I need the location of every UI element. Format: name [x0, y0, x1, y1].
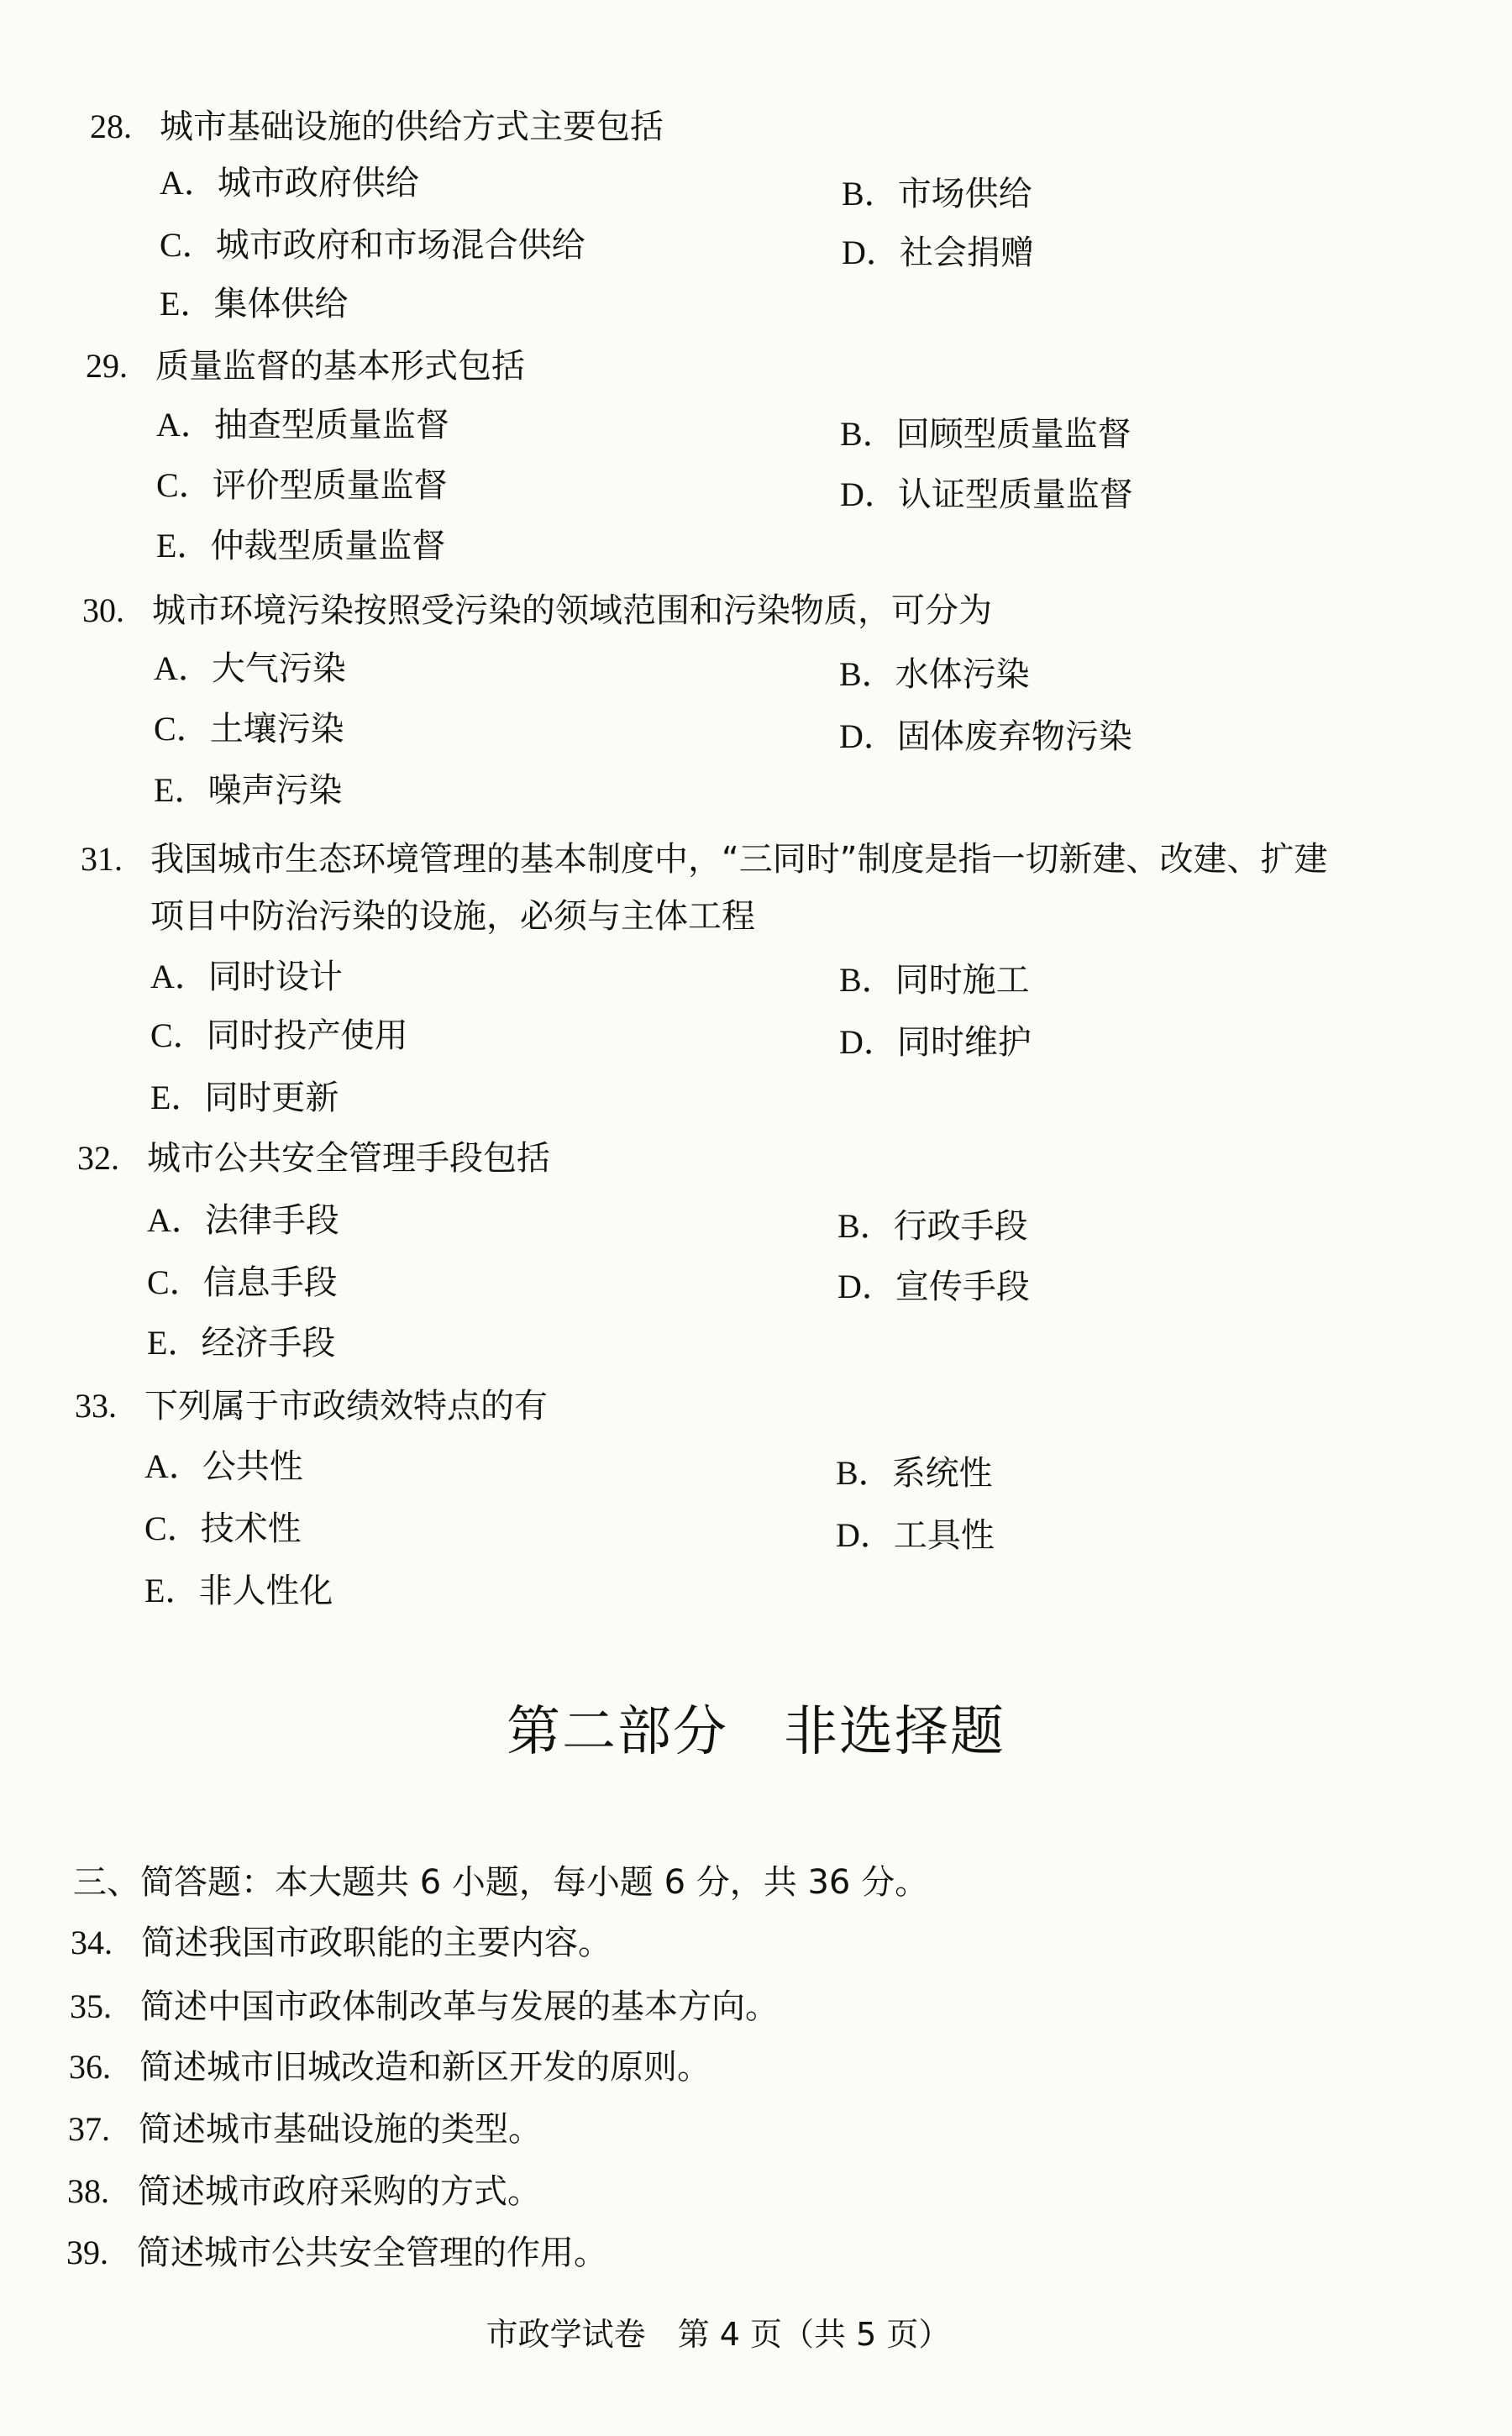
short-answer-number: 39.: [66, 2234, 108, 2271]
option-text: 同时维护: [896, 1023, 1032, 1062]
option-c: [154, 711, 344, 748]
option-e: [160, 286, 348, 323]
option-text: 宣传手段: [895, 1268, 1030, 1306]
option-c: [156, 467, 448, 504]
option-letter: B．: [840, 415, 896, 453]
option-e: [147, 1325, 335, 1362]
short-answer-text: 简述中国市政体制改革与发展的基本方向。: [140, 1987, 779, 2026]
option-text: 认证型质量监督: [897, 475, 1133, 514]
option-text: 系统性: [891, 1454, 993, 1493]
option-text: 经济手段: [201, 1324, 336, 1362]
option-e: [144, 1572, 333, 1609]
option-letter: C．: [156, 466, 213, 504]
short-answer-text: 简述城市旧城改造和新区开发的原则。: [139, 2048, 711, 2087]
short-answer-text: 简述城市公共安全管理的作用。: [137, 2234, 607, 2272]
short-answer-text: 简述城市政府采购的方式。: [138, 2172, 541, 2211]
section3-title: 三、简答题：本大题共 6 小题，每小题 6 分，共 36 分。: [73, 1863, 929, 1902]
option-text: 城市政府供给: [217, 164, 419, 202]
option-letter: B．: [836, 1454, 892, 1492]
option-letter: E．: [147, 1324, 202, 1362]
option-letter: A．: [144, 1447, 202, 1485]
option-e: [156, 528, 445, 564]
question-text: 城市公共安全管理手段包括: [147, 1139, 550, 1178]
option-b: [840, 416, 1131, 453]
option-letter: E．: [154, 771, 208, 809]
option-b: [842, 176, 1032, 213]
option-letter: D．: [837, 1268, 895, 1305]
option-text: 回顾型质量监督: [895, 415, 1131, 454]
option-text: 法律手段: [204, 1201, 339, 1240]
option-text: 噪声污染: [207, 771, 343, 810]
option-b: [839, 962, 1030, 999]
option-text: 大气污染: [211, 649, 346, 688]
option-letter: C．: [144, 1509, 201, 1547]
option-letter: C．: [147, 1263, 203, 1301]
option-text: 非人性化: [198, 1572, 333, 1610]
option-letter: A．: [154, 649, 212, 687]
option-text: 评价型质量监督: [212, 466, 448, 505]
option-letter: C．: [160, 226, 216, 264]
option-letter: D．: [840, 475, 898, 513]
option-letter: E．: [144, 1572, 199, 1609]
option-b: [836, 1455, 993, 1492]
option-text: 集体供给: [213, 285, 349, 323]
option-text: 同时更新: [204, 1079, 339, 1117]
option-c: [160, 227, 585, 264]
option-a: [156, 407, 449, 444]
option-a: [160, 165, 419, 202]
question-text: 质量监督的基本形式包括: [155, 347, 525, 386]
part2-heading: 第二部分 非选择题: [507, 1701, 1005, 1763]
option-e: [150, 1079, 339, 1116]
short-answer-number: 36.: [69, 2048, 111, 2086]
option-letter: B．: [842, 175, 898, 213]
question-text: 城市基础设施的供给方式主要包括: [160, 108, 664, 146]
option-a: [154, 650, 346, 687]
option-text: 抽查型质量监督: [213, 406, 449, 444]
option-text: 工具性: [893, 1516, 995, 1555]
option-c: [144, 1510, 302, 1547]
short-answer-number: 38.: [67, 2172, 109, 2210]
option-letter: E．: [150, 1079, 205, 1116]
option-a: [147, 1202, 339, 1239]
option-c: [150, 1017, 408, 1054]
option-text: 同时施工: [895, 961, 1030, 1000]
option-e: [154, 772, 342, 809]
question-number: 32.: [77, 1139, 119, 1177]
option-letter: E．: [160, 285, 214, 323]
question-number: 30.: [82, 591, 124, 629]
page-footer: 市政学试卷 第 4 页（共 5 页）: [486, 2316, 951, 2353]
option-letter: A．: [156, 406, 214, 444]
option-letter: C．: [150, 1016, 207, 1054]
question-text: 项目中防治污染的设施，必须与主体工程: [150, 897, 755, 936]
question-number: 31.: [81, 840, 123, 878]
option-text: 土壤污染: [209, 710, 344, 748]
option-a: [144, 1448, 303, 1485]
option-letter: D．: [842, 234, 900, 271]
option-text: 城市政府和市场混合供给: [215, 226, 585, 265]
option-text: 信息手段: [202, 1263, 338, 1302]
short-answer-number: 37.: [68, 2110, 110, 2148]
option-letter: B．: [839, 961, 895, 999]
option-text: 公共性: [202, 1447, 303, 1486]
option-d: [839, 1024, 1032, 1061]
option-d: [836, 1517, 995, 1554]
option-text: 水体污染: [895, 655, 1030, 694]
option-letter: C．: [154, 710, 210, 748]
option-letter: B．: [837, 1207, 894, 1245]
option-d: [839, 718, 1132, 755]
question-number: 29.: [86, 347, 128, 385]
option-text: 技术性: [200, 1509, 302, 1548]
question-text: 城市环境污染按照受污染的领域范围和污染物质，可分为: [152, 591, 992, 630]
option-a: [150, 958, 343, 995]
question-number: 33.: [75, 1387, 117, 1425]
option-letter: B．: [839, 655, 895, 693]
option-text: 同时投产使用: [206, 1016, 408, 1055]
option-b: [837, 1208, 1028, 1245]
option-letter: A．: [150, 958, 208, 995]
option-letter: E．: [156, 527, 211, 564]
option-b: [839, 656, 1030, 693]
option-letter: D．: [839, 717, 897, 755]
option-d: [842, 234, 1034, 271]
question-number: 28.: [90, 108, 132, 145]
option-c: [147, 1264, 338, 1301]
option-text: 同时设计: [207, 958, 343, 996]
option-text: 社会捐赠: [899, 234, 1034, 272]
option-text: 固体废弃物污染: [896, 717, 1132, 756]
short-answer-text: 简述城市基础设施的类型。: [139, 2110, 542, 2149]
option-letter: A．: [147, 1201, 205, 1239]
option-d: [837, 1268, 1030, 1305]
option-text: 仲裁型质量监督: [210, 527, 446, 565]
short-answer-number: 35.: [70, 1987, 112, 2025]
option-letter: D．: [836, 1516, 894, 1554]
option-letter: D．: [839, 1023, 897, 1061]
option-text: 市场供给: [897, 175, 1032, 213]
question-text: 下列属于市政绩效特点的有: [144, 1387, 548, 1425]
question-text: 我国城市生态环境管理的基本制度中，“三同时”制度是指一切新建、改建、扩建: [150, 840, 1328, 879]
short-answer-number: 34.: [71, 1924, 113, 1961]
option-text: 行政手段: [893, 1207, 1028, 1246]
short-answer-text: 简述我国市政职能的主要内容。: [141, 1924, 612, 1962]
option-letter: A．: [160, 164, 218, 202]
option-d: [840, 476, 1133, 513]
